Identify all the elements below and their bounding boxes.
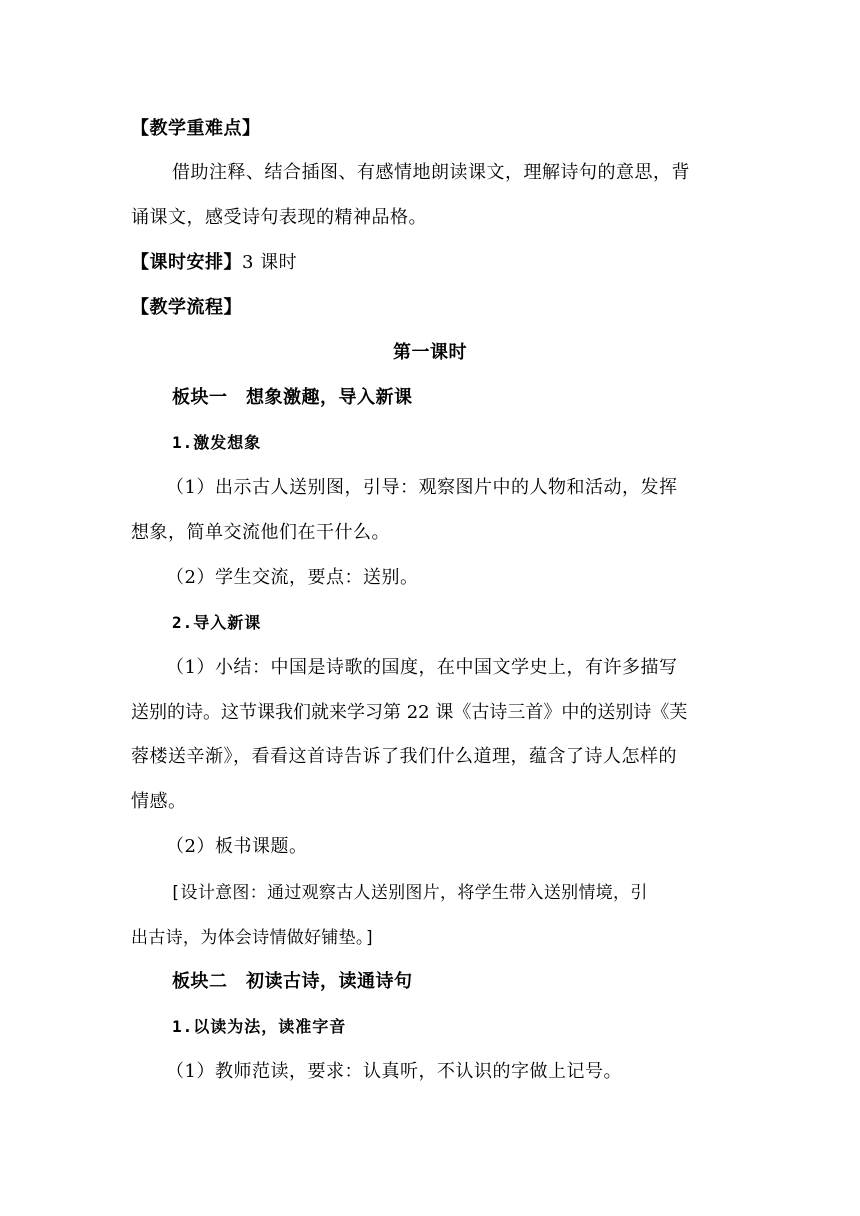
block1-step2-item2: （2）板书课题。: [166, 836, 308, 857]
schedule-line: [131, 252, 731, 274]
block1-step2-item1-line2: 送别的诗。这节课我们就来学习第 22 课《古诗三首》中的送别诗《芙: [131, 702, 688, 723]
block1-step2-item1-line3: 蓉楼送辛渐》，看看这首诗告诉了我们什么道理，蕴含了诗人怎样的: [131, 746, 677, 767]
key-points-body-line2: 诵课文，感受诗句表现的精神品格。: [131, 207, 427, 228]
block2-title: 板块二 初读古诗，读通诗句: [172, 971, 413, 992]
block1-step2-title: 2.导入新课: [172, 613, 262, 632]
block2-step1-item1: （1）教师范读，要求：认真听，不认识的字做上记号。: [166, 1061, 622, 1082]
schedule-heading: 【课时安排】: [131, 252, 242, 273]
block1-step1-title: 1.激发想象: [172, 433, 262, 452]
block1-step1-item1-line1: （1）出示古人送别图，引导：观察图片中的人物和活动，发挥: [166, 477, 678, 498]
block1-title: 板块一 想象激趣，导入新课: [172, 387, 413, 408]
block1-design-note-line1: [设计意图：通过观察古人送别图片，将学生带入送别情境，引: [170, 883, 648, 903]
key-points-heading: 【教学重难点】: [131, 118, 261, 139]
block1-step1-item2: （2）学生交流，要点：送别。: [166, 567, 419, 588]
block1-design-note-line2: 出古诗，为体会诗情做好铺垫。]: [131, 928, 376, 948]
process-heading: 【教学流程】: [131, 297, 242, 318]
block1-step2-item1-line4: 情感。: [131, 791, 187, 812]
block2-step1-title: 1.以读为法，读准字音: [172, 1017, 347, 1036]
block1-step1-item1-line2: 想象，简单交流他们在干什么。: [131, 522, 390, 543]
schedule-value: 3 课时: [242, 252, 298, 273]
key-points-body-line1: 借助注释、结合插图、有感情地朗读课文，理解诗句的意思，背: [172, 162, 690, 183]
lesson1-title: 第一课时: [393, 342, 467, 363]
block1-step2-item1-line1: （1）小结：中国是诗歌的国度，在中国文学史上，有许多描写: [166, 657, 678, 678]
